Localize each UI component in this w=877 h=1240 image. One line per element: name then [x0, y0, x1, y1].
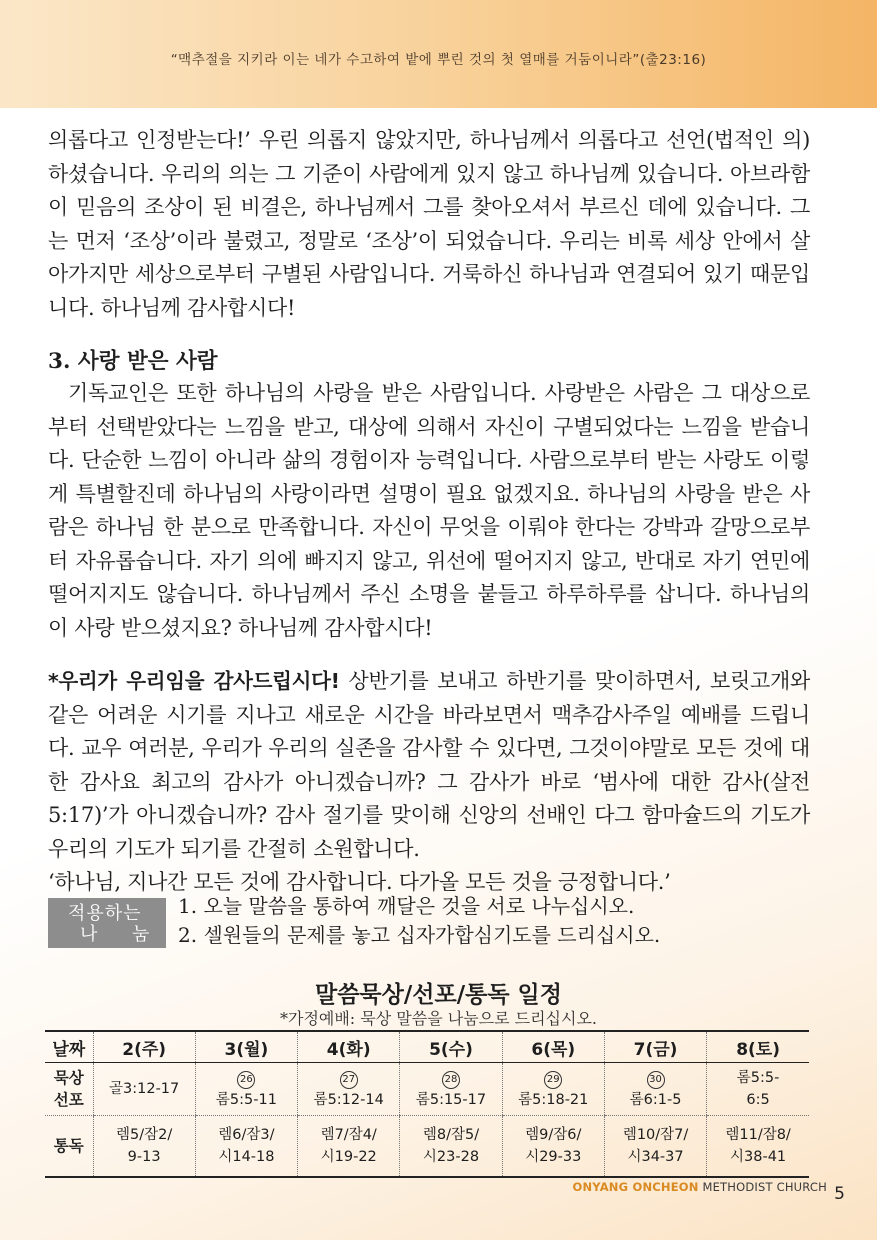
- church-name-rest: METHODIST CHURCH: [698, 1180, 827, 1194]
- paragraph-righteous: 의롭다고 인정받는다!’ 우린 의롭지 않았지만, 하나님께서 의롭다고 선언(법적인 의)하셨습니다. 우리의 의는 그 기준이 사람에게 있지 않고 하나님께 있습니다. 아브라함이 믿음의 조상이 된 비결은, 하나님께서 그를 찾아오셔서 부르신 데에 있습니다. 그는 먼저 ‘조상’이라 불렸고, 정말로 ‘조상’이 되었습니다. 우리는 비록 세상 안에서 살아가지만 세상으로부터 구별된 사람입니다. 거룩하신 하나님과 연결되어 있기 때문입니다. 하나님께 감사합시다!: [48, 128, 810, 320]
- table-cell: [93, 1063, 195, 1116]
- main-content: [48, 124, 810, 900]
- cell-text: 렘11/잠8/: [725, 1127, 791, 1143]
- cell-text: 롬5:18-21: [518, 1092, 589, 1108]
- badge-line-2a: 나: [80, 924, 98, 945]
- table-cell: [707, 1116, 809, 1178]
- day-number-badge: 28: [442, 1071, 460, 1089]
- cell-text: 시19-22: [320, 1149, 377, 1165]
- cell-text: 시29-33: [525, 1149, 582, 1165]
- header-cell: 6(목): [502, 1031, 604, 1063]
- thanksgiving-text: 상반기를 보내고 하반기를 맞이하면서, 보릿고개와 같은 어려운 시기를 지나고 새로운 시간을 바라보면서 맥추감사주일 예배를 드립니다. 교우 여러분, 우리가 우리의 실존을 감사할 수 있다면, 그것이야말로 모든 것에 대한 감사요 최고의 감사가 아니겠습니까? 그 감사가 바로 ‘범사에 대한 감사(살전5:17)’가 아니겠습니까? 감사 절기를 맞이해 신앙의 선배인 다그 함마슐드의 기도가 우리의 기도가 되기를 간절히 소원합니다.: [48, 669, 810, 861]
- application-item: 1. 오늘 말씀을 통하여 깨달은 것을 서로 나누십시오.: [178, 894, 635, 918]
- table-cell: [93, 1116, 195, 1178]
- cell-text: 골3:12-17: [109, 1081, 180, 1097]
- cell-text: 렘7/잠4/: [320, 1127, 377, 1143]
- row-label: 통독: [53, 1137, 84, 1155]
- application-box: [48, 892, 810, 952]
- schedule-row-reading: [45, 1116, 809, 1178]
- table-cell: [400, 1116, 502, 1178]
- cell-text: 9-13: [127, 1149, 161, 1165]
- cell-text: 렘8/잠5/: [422, 1127, 480, 1143]
- day-number-badge: 30: [647, 1071, 665, 1089]
- cell-text: 롬5:15-17: [415, 1092, 487, 1108]
- badge-line-1: 적용하는: [68, 903, 142, 924]
- table-cell: [502, 1116, 604, 1178]
- day-number-badge: 27: [340, 1071, 358, 1089]
- header-cell: 2(주): [93, 1031, 195, 1063]
- schedule-header-row: [45, 1031, 809, 1063]
- row-label-line: 묵상: [53, 1069, 84, 1087]
- paragraph-thanksgiving: [48, 665, 810, 866]
- header-cell: 8(토): [707, 1031, 809, 1063]
- schedule-note: *가정예배: 묵상 말씀을 나눔으로 드리십시오.: [279, 1009, 598, 1028]
- application-items: [178, 892, 660, 950]
- header-cell: 5(수): [400, 1031, 502, 1063]
- header-cell: 날짜: [45, 1031, 93, 1063]
- header-verse: “맥추절을 지키라 이는 네가 수고하여 밭에 뿌린 것의 첫 열매를 거둠이니라”(출23:16): [170, 52, 707, 68]
- cell-text: 롬6:1-5: [629, 1092, 682, 1108]
- table-cell: [298, 1063, 400, 1116]
- table-cell: [298, 1116, 400, 1178]
- cell-text: 롬5:5-: [736, 1070, 780, 1086]
- church-name: [572, 1180, 827, 1194]
- header-cell: 7(금): [604, 1031, 706, 1063]
- table-cell: [604, 1063, 706, 1116]
- paragraph-loved: 기독교인은 또한 하나님의 사랑을 받은 사람입니다. 사랑받은 사람은 그 대상으로부터 선택받았다는 느낌을 받고, 대상에 의해서 자신이 구별되었다는 느낌을 받습니다. 단순한 느낌이 아니라 삶의 경험이자 능력입니다. 사람으로부터 받는 사랑도 이렇게 특별할진데 하나님의 사랑이라면 설명이 필요 없겠지요. 하나님의 사랑을 받은 사람은 하나님 한 분으로 만족합니다. 자신이 무엇을 이뤄야 한다는 강박과 갈망으로부터 자유롭습니다. 자기 의에 빠지지 않고, 위선에 떨어지지 않고, 반대로 자기 연민에 떨어지지도 않습니다. 하나님께서 주신 소명을 붙들고 하루하루를 삽니다. 하나님의 이 사랑 받으셨지요? 하나님께 감사합시다!: [48, 381, 810, 640]
- section-heading-loved: 3. 사랑 받은 사람: [48, 349, 218, 374]
- church-name-bold: ONYANG ONCHEON: [572, 1180, 699, 1194]
- cell-text: 시38-41: [730, 1149, 787, 1165]
- table-cell: [195, 1116, 297, 1178]
- header-cell: 4(화): [298, 1031, 400, 1063]
- schedule-row-meditation: [45, 1063, 809, 1116]
- application-badge: [48, 898, 166, 948]
- cell-text: 렘6/잠3/: [218, 1127, 275, 1143]
- cell-text: 롬5:12-14: [313, 1092, 384, 1108]
- table-cell: [604, 1116, 706, 1178]
- badge-line-2b: 눔: [132, 924, 150, 945]
- day-number-badge: 29: [544, 1071, 562, 1089]
- day-number-badge: 26: [237, 1071, 255, 1089]
- header-band: [0, 0, 877, 108]
- cell-text: 6:5: [746, 1092, 770, 1108]
- cell-text: 롬5:5-11: [215, 1092, 277, 1108]
- header-cell: 3(월): [195, 1031, 297, 1063]
- thanksgiving-lead: *우리가 우리임을 감사드립시다!: [48, 669, 340, 693]
- table-cell: [502, 1063, 604, 1116]
- page-number: 5: [834, 1184, 845, 1204]
- table-cell: [195, 1063, 297, 1116]
- prayer-quote: ‘하나님, 지나간 모든 것에 감사합니다. 다가올 모든 것을 긍정합니다.’: [48, 870, 671, 894]
- table-cell: [400, 1063, 502, 1116]
- cell-text: 시14-18: [218, 1149, 275, 1165]
- schedule-table: [45, 1030, 809, 1178]
- table-cell: [707, 1063, 809, 1116]
- row-label-line: 선포: [53, 1091, 84, 1109]
- cell-text: 렘10/잠7/: [622, 1127, 689, 1143]
- cell-text: 시23-28: [422, 1149, 480, 1165]
- cell-text: 렘5/잠2/: [116, 1127, 173, 1143]
- cell-text: 시34-37: [627, 1149, 684, 1165]
- schedule-title: 말씀묵상/선포/통독 일정: [315, 982, 562, 1008]
- cell-text: 렘9/잠6/: [525, 1127, 582, 1143]
- application-item: 2. 셀원들의 문제를 놓고 십자가합심기도를 드리십시오.: [178, 923, 661, 947]
- row-label: [45, 1063, 93, 1116]
